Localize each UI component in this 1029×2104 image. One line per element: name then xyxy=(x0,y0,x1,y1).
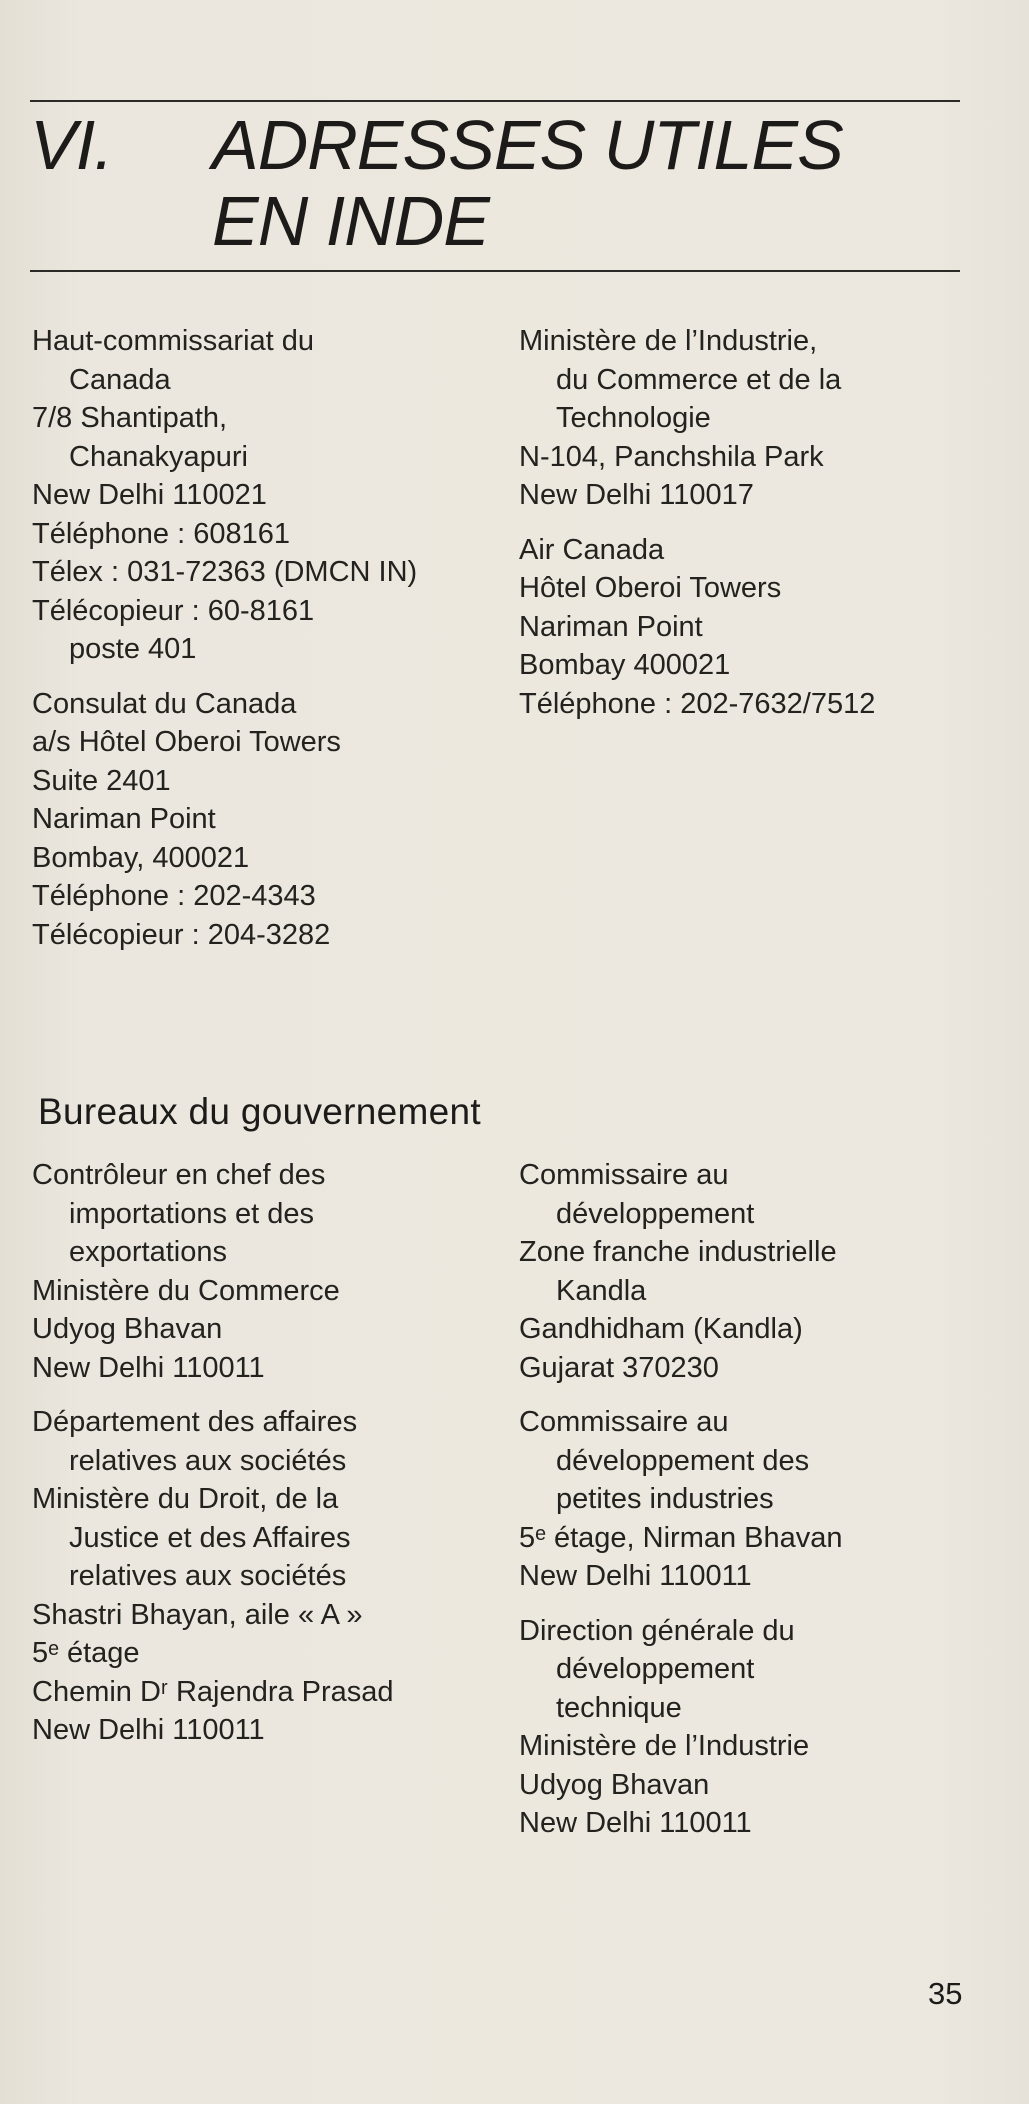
address-block xyxy=(32,1403,492,1750)
address-line: Kandla xyxy=(556,1274,647,1307)
address-line: Téléphone : 608161 xyxy=(32,517,290,550)
address-line: Téléphone : 202-7632/7512 xyxy=(519,687,876,720)
address-line: a/s Hôtel Oberoi Towers xyxy=(32,726,341,758)
address-block xyxy=(32,685,492,955)
address-line: technique xyxy=(556,1691,682,1724)
address-line: Suite 2401 xyxy=(32,764,171,797)
address-line: Téléphone : 202-4343 xyxy=(32,880,316,912)
address-line: Télex : 031-72363 (DMCN IN) xyxy=(32,556,418,588)
address-line: Nariman Point xyxy=(32,803,216,835)
section-title-line2: EN INDE xyxy=(212,182,489,260)
address-line: Consulat du Canada xyxy=(32,687,297,720)
address-line: développement des xyxy=(556,1444,810,1477)
address-line: Shastri Bhayan, aile « A » xyxy=(32,1598,363,1631)
address-line: 5ᵉ étage xyxy=(32,1637,140,1669)
address-line: poste 401 xyxy=(69,633,197,665)
address-block xyxy=(32,1156,492,1387)
address-line: New Delhi 110011 xyxy=(519,1560,752,1592)
address-line: 5ᵉ étage, Nirman Bhavan xyxy=(519,1521,843,1554)
top-right-addresses xyxy=(519,322,999,723)
address-line: importations et des xyxy=(69,1197,315,1230)
address-line: 7/8 Shantipath, xyxy=(32,402,228,434)
address-line: Direction générale du xyxy=(519,1614,795,1647)
address-block xyxy=(519,1403,999,1596)
address-line: développement xyxy=(556,1653,755,1685)
address-block xyxy=(519,1156,999,1387)
address-line: New Delhi 110011 xyxy=(32,1351,265,1384)
address-line: Ministère de l’Industrie xyxy=(519,1730,810,1762)
address-line: exportations xyxy=(69,1236,227,1268)
address-line: Hôtel Oberoi Towers xyxy=(519,572,782,604)
address-line: Ministère de l’Industrie, xyxy=(519,325,818,357)
address-line: développement xyxy=(556,1197,755,1230)
address-line: Chanakyapuri xyxy=(69,440,248,473)
address-line: Udyog Bhavan xyxy=(32,1313,223,1345)
address-line: Télécopieur : 60-8161 xyxy=(32,594,315,627)
address-block xyxy=(519,1612,999,1843)
address-line: Contrôleur en chef des xyxy=(32,1159,326,1191)
address-line: Chemin Dʳ Rajendra Prasad xyxy=(32,1675,394,1708)
address-block xyxy=(32,322,492,669)
address-line: relatives aux sociétés xyxy=(69,1444,347,1477)
government-right-addresses xyxy=(519,1156,999,1843)
address-line: du Commerce et de la xyxy=(556,363,842,396)
address-line: Commissaire au xyxy=(519,1406,729,1438)
top-left-addresses xyxy=(32,322,492,954)
title-underline-rule xyxy=(30,270,960,272)
address-block xyxy=(519,322,999,515)
address-line: New Delhi 110021 xyxy=(32,479,267,511)
address-line: Département des affaires xyxy=(32,1406,358,1438)
address-line: Commissaire au xyxy=(519,1159,729,1191)
address-line: Ministère du Commerce xyxy=(32,1274,340,1307)
section-number: VI. xyxy=(30,106,113,184)
address-line: New Delhi 110017 xyxy=(519,479,754,511)
government-offices-heading: Bureaux du gouvernement xyxy=(38,1091,481,1132)
address-line: Justice et des Affaires xyxy=(69,1521,351,1554)
address-line: Gandhidham (Kandla) xyxy=(519,1313,803,1345)
address-line: Haut-commissariat du xyxy=(32,325,315,357)
address-line: Bombay, 400021 xyxy=(32,841,250,874)
address-line: Nariman Point xyxy=(519,610,703,643)
address-line: Ministère du Droit, de la xyxy=(32,1483,339,1515)
section-title-line1: ADRESSES UTILES xyxy=(212,106,843,184)
address-line: petites industries xyxy=(556,1483,774,1515)
address-line: Bombay 400021 xyxy=(519,649,731,681)
address-line: Télécopieur : 204-3282 xyxy=(32,918,331,951)
address-line: Udyog Bhavan xyxy=(519,1768,710,1801)
address-line: Technologie xyxy=(556,402,711,434)
address-block xyxy=(519,531,999,724)
address-line: Air Canada xyxy=(519,533,665,566)
government-left-addresses xyxy=(32,1156,492,1750)
address-line: Zone franche industrielle xyxy=(519,1236,837,1268)
address-line: New Delhi 110011 xyxy=(519,1807,752,1839)
address-line: Gujarat 370230 xyxy=(519,1351,719,1384)
address-line: Canada xyxy=(69,363,171,396)
page-number: 35 xyxy=(928,1976,963,2011)
address-line: N-104, Panchshila Park xyxy=(519,440,824,473)
address-line: relatives aux sociétés xyxy=(69,1560,347,1592)
address-line: New Delhi 110011 xyxy=(32,1714,265,1746)
top-rule xyxy=(30,100,960,102)
